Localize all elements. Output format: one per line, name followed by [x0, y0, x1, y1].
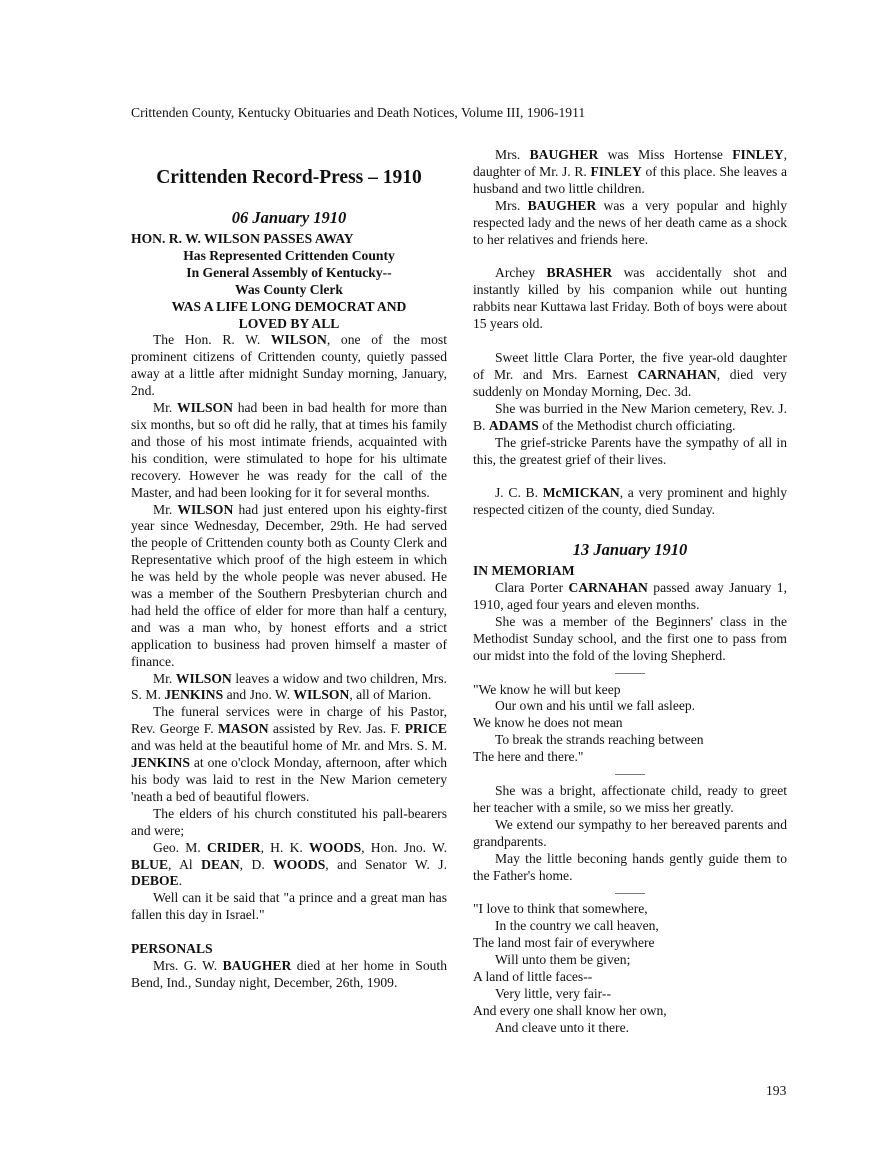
verse-line: In the country we call heaven,	[495, 918, 659, 934]
paragraph: Mr. WILSON had just entered upon his eighty-first year since Wednesday, December, 29th. He had served the people of Crittenden county both as County Clerk and Representative which proof of the high esteem in which he was held by the whole people was never abused. He was a member of the Southern Presbyterian church and had held the office of elder for more than half a century, and was a man who, by honest efforts and a strict application to business had proven himself a master of finance.	[131, 501, 447, 669]
spacer	[473, 248, 787, 265]
paragraph: The funeral services were in charge of his Pastor, Rev. George F. MASON assisted by Rev. Jas. F. PRICE and was held at the beautiful home of Mr. and Mrs. S. M. JENKINS at one o'clock Monday, afternoon, after which his body was laid to rest in the New Marion cemetery 'neath a bed of beautiful flowers.	[131, 704, 447, 804]
verse-block-2	[473, 901, 787, 1036]
date-heading-13-january: 13 January 1910	[572, 540, 688, 560]
wilson-subhead-5: LOVED BY ALL	[238, 315, 340, 331]
verse-line: "We know he will but keep	[473, 681, 621, 697]
paragraph: Mr. WILSON had been in bad health for more than six months, but so oft did he rally, that at times his family and those of his most intimate friends, acquainted with his condition, were stimulated to hope for his ultimate recovery. However he was ready for the call of the Master, and had been looking for it for several months.	[131, 400, 448, 500]
verse-line: A land of little faces--	[473, 968, 593, 984]
paragraph: She was a member of the Beginners' class in the Methodist Sunday school, and the first one to pass from our midst into the fold of the loving Shepherd.	[473, 613, 787, 663]
verse-line: "I love to think that somewhere,	[473, 901, 648, 917]
paragraph: Archey BRASHER was accidentally shot and instantly killed by his companion while out hunting rabbits near Kuttawa last Friday. Both of boys were about 15 years old.	[473, 265, 787, 332]
paragraph: May the little beconing hands gently guide them to the Father's home.	[473, 850, 787, 883]
spacer	[473, 468, 787, 485]
spacer	[473, 333, 787, 350]
separator-rule	[473, 884, 787, 901]
paragraph: J. C. B. McMICKAN, a very prominent and highly respected citizen of the county, died Sunday.	[473, 485, 787, 518]
page-number: 193	[766, 1083, 787, 1098]
paragraph: The elders of his church constituted his pall-bearers and were;	[131, 805, 447, 838]
paragraph: Well can it be said that "a prince and a great man has fallen this day in Israel."	[131, 890, 447, 923]
paragraph: She was a bright, affectionate child, ready to greet her teacher with a smile, so we miss her greatly.	[473, 782, 787, 815]
separator-rule	[473, 766, 787, 783]
separator-rule	[473, 665, 787, 682]
verse-line: We know he does not mean	[473, 715, 623, 731]
paragraph: Mr. WILSON leaves a widow and two children, Mrs. S. M. JENKINS and Jno. W. WILSON, all of Marion.	[131, 670, 447, 703]
memoriam-heading: IN MEMORIAM	[473, 563, 575, 579]
verse-line: Our own and his until we fall asleep.	[495, 698, 696, 714]
section-title: Crittenden Record-Press – 1910	[156, 167, 422, 188]
paragraph: Geo. M. CRIDER, H. K. WOODS, Hon. Jno. W. BLUE, Al DEAN, D. WOODS, and Senator W. J. DEBOE.	[131, 839, 447, 889]
wilson-subhead-1: Has Represented Crittenden County	[183, 247, 395, 263]
left-column	[131, 147, 447, 992]
paragraph: She was burried in the New Marion cemetery, Rev. J. B. ADAMS of the Methodist church officiating.	[473, 400, 787, 433]
wilson-subhead-3: Was County Clerk	[234, 281, 343, 297]
right-column	[473, 147, 787, 1037]
verse-line: Very little, very fair--	[495, 985, 611, 1001]
running-header: Crittenden County, Kentucky Obituaries and Death Notices, Volume III, 1906-1911	[131, 105, 586, 120]
spacer	[131, 924, 447, 941]
wilson-subhead-4: WAS A LIFE LONG DEMOCRAT AND	[171, 298, 407, 314]
date-heading-06-january: 06 January 1910	[231, 208, 347, 227]
verse-line: And every one shall know her own,	[473, 1002, 667, 1018]
verse-line: And cleave unto it there.	[495, 1019, 629, 1035]
spacer	[473, 519, 787, 538]
paragraph: Mrs. BAUGHER was a very popular and highly respected lady and the news of her death came as a shock to her relatives and friends here.	[473, 197, 787, 247]
wilson-subhead-2: In General Assembly of Kentucky--	[186, 264, 392, 280]
personals-heading: PERSONALS	[131, 941, 213, 957]
paragraph: The grief-stricke Parents have the sympathy of all in this, the greatest grief of their lives.	[473, 434, 787, 467]
paragraph: The Hon. R. W. WILSON, one of the most prominent citizens of Crittenden county, quietly passed away at a little after midnight Sunday morning, January, 2nd.	[131, 332, 447, 399]
verse-line: To break the strands reaching between	[495, 732, 704, 748]
paragraph: Mrs. G. W. BAUGHER died at her home in South Bend, Ind., Sunday night, December, 26th, 1909.	[131, 958, 447, 990]
paragraph: We extend our sympathy to her bereaved parents and grandparents.	[473, 816, 787, 849]
verse-line: Will unto them be given;	[495, 952, 631, 968]
paragraph: Clara Porter CARNAHAN passed away January 1, 1910, aged four years and eleven months.	[473, 580, 787, 613]
verse-block-1	[473, 682, 787, 767]
wilson-headline: HON. R. W. WILSON PASSES AWAY	[131, 231, 354, 246]
verse-line: The here and there."	[473, 749, 584, 765]
paragraph: Mrs. BAUGHER was Miss Hortense FINLEY, daughter of Mr. J. R. FINLEY of this place. She leaves a husband and two little children.	[473, 147, 787, 196]
paragraph: Sweet little Clara Porter, the five year-old daughter of Mr. and Mrs. Earnest CARNAHAN, died very suddenly on Monday Morning, Dec. 3d.	[473, 350, 787, 399]
verse-line: The land most fair of everywhere	[473, 935, 655, 951]
